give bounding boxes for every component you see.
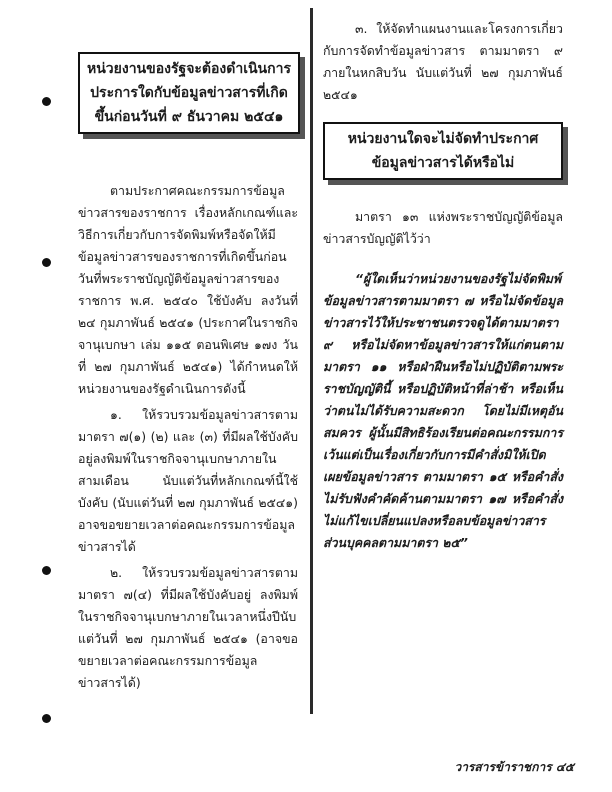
column-divider bbox=[310, 8, 313, 714]
page-footer: วารสารข้าราชการ ๔๕ bbox=[454, 760, 574, 774]
punch-hole-bottom bbox=[42, 714, 51, 723]
punch-hole-middle bbox=[42, 258, 51, 267]
punch-hole-top bbox=[42, 97, 51, 106]
left-column bbox=[78, 52, 298, 694]
left-heading-box: หน่วยงานของรัฐจะต้องดำเนินการประการใดกับข้อมูลข่าวสารที่เกิดขึ้นก่อนวันที่ ๙ ธันวาคม ๒๕๔๑ bbox=[78, 52, 300, 134]
right-paragraph-1: ๓. ให้จัดทำแผนงานและโครงการเกี่ยวกับการจัดทำข้อมูลข่าวสาร ตามมาตรา ๙ ภายในหกสิบวัน นับแต่วันที่ ๒๗ กุมภาพันธ์ ๒๕๔๑ bbox=[323, 21, 563, 102]
right-paragraph-2: มาตรา ๑๓ แห่งพระราชบัญญัติข้อมูลข่าวสารบัญญัติไว้ว่า bbox=[323, 209, 563, 246]
right-quote: “ผู้ใดเห็นว่าหน่วยงานของรัฐไม่จัดพิมพ์ข้อมูลข่าวสารตามมาตรา ๗ หรือไม่จัดข้อมูลข่าวสารไว้ให้ประชาชนตรวจดูได้ตามมาตรา ๙ หรือไม่จัดหาข้อมูลข่าวสารให้แก่ตนตามมาตรา ๑๑ หรือฝ่าฝืนหรือไม่ปฏิบัติตามพระราชบัญญัตินี้ หรือปฏิบัติหน้าที่ล่าช้า หรือเห็นว่าตนไม่ได้รับความสะดวก โดยไม่มีเหตุอันสมควร ผู้นั้นมีสิทธิร้องเรียนต่อคณะกรรมการ เว้นแต่เป็นเรื่องเกี่ยวกับการมีคำสั่งมิให้เปิดเผยข้อมูลข่าวสาร ตามมาตรา ๑๕ หรือคำสั่งไม่รับฟังคำคัดค้านตามมาตรา ๑๗ หรือคำสั่งไม่แก้ไขเปลี่ยนแปลงหรือลบข้อมูลข่าวสารส่วนบุคคลตามมาตรา ๒๕” bbox=[323, 271, 563, 550]
right-column bbox=[323, 18, 563, 554]
left-paragraph-1: ตามประกาศคณะกรรมการข้อมูลข่าวสารของราชการ เรื่องหลักเกณฑ์และวิธีการเกี่ยวกับการจัดพิมพ์หรือจัดให้มีข้อมูลข่าวสารของราชการที่เกิดขึ้นก่อนวันที่พระราชบัญญัติข้อมูลข่าวสารของราชการ พ.ศ. ๒๕๔๐ ใช้บังคับ ลงวันที่ ๒๔ กุมภาพันธ์ ๒๕๔๑ (ประกาศในราชกิจจานุเบกษา เล่ม ๑๑๕ ตอนพิเศษ ๑๗ง วันที่ ๒๗ กุมภาพันธ์ ๒๕๔๑) ได้กำหนดให้หน่วยงานของรัฐดำเนินการดังนี้ bbox=[78, 183, 298, 396]
right-heading-box: หน่วยงานใดจะไม่จัดทำประกาศข้อมูลข่าวสารได้หรือไม่ bbox=[323, 122, 563, 180]
punch-hole-lower bbox=[42, 566, 51, 575]
left-paragraph-2: ๑. ให้รวบรวมข้อมูลข่าวสารตามมาตรา ๗(๑) (๒) และ (๓) ที่มีผลใช้บังคับอยู่ลงพิมพ์ในราชกิจจานุเบกษาภายในสามเดือน นับแต่วันที่หลักเกณฑ์นี้ใช้บังคับ (นับแต่วันที่ ๒๗ กุมภาพันธ์ ๒๕๔๑) อาจขอขยายเวลาต่อคณะกรรมการข้อมูลข่าวสารได้ bbox=[78, 407, 298, 554]
left-paragraph-3: ๒. ให้รวบรวมข้อมูลข่าวสารตามมาตรา ๗(๔) ที่มีผลใช้บังคับอยู่ ลงพิมพ์ในราชกิจจานุเบกษาภายในเวลาหนึ่งปีนับแต่วันที่ ๒๗ กุมภาพันธ์ ๒๕๔๑ (อาจขอขยายเวลาต่อคณะกรรมการข้อมูลข่าวสารได้) bbox=[78, 565, 298, 690]
